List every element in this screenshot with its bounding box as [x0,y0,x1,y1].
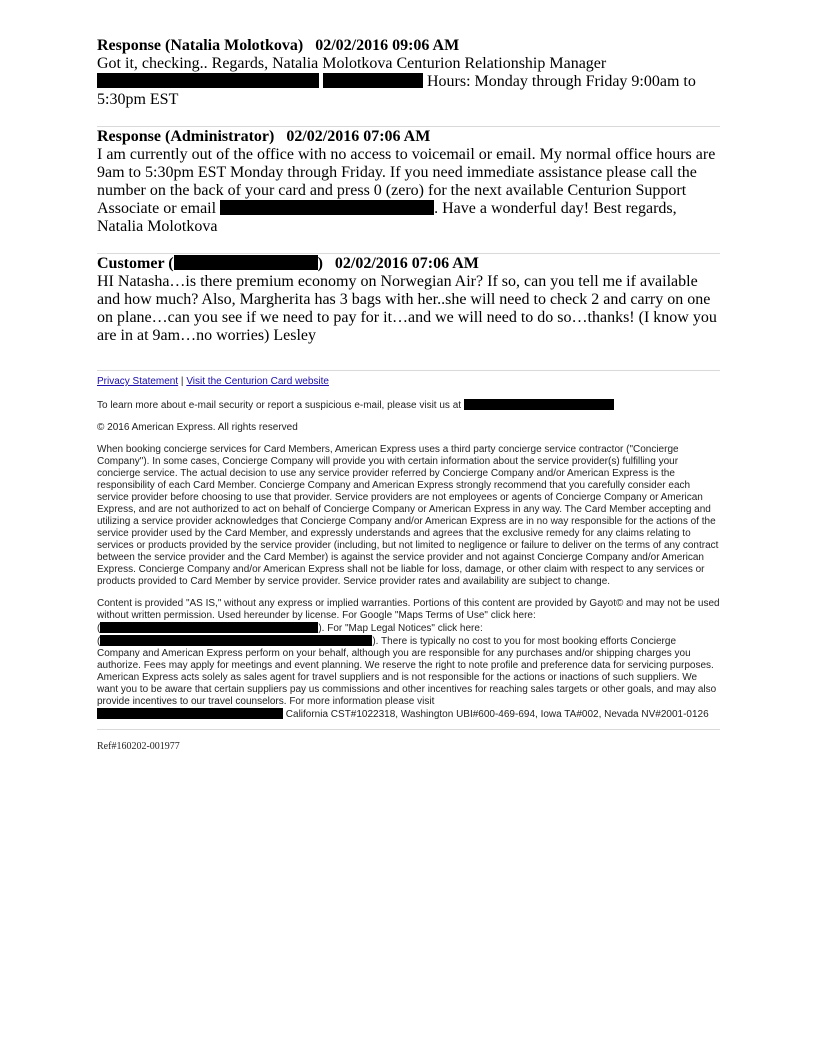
reference-number: Ref#160202-001977 [97,741,180,752]
message-header: Customer ( ) 02/02/2016 07:06 AM [97,255,479,272]
message-body: HI Natasha…is there premium economy on Norwegian Air? If so, can you tell me if available and how much? Also, Margherita has 3 bags with her..she will need to check 2 and carry on one on plane…can you see if we need to pay for it…and we will need to do so…thanks! (I know you are in at 9am…no worries) Lesley [97,273,717,344]
message-header: Response (Natalia Molotkova) 02/02/2016 09:06 AM [97,37,460,54]
email-page [97,37,720,753]
redacted-url [97,708,283,719]
redacted-url [100,635,372,646]
copyright: © 2016 American Express. All rights reserved [97,422,298,433]
privacy-statement-link[interactable]: Privacy Statement [97,376,179,387]
disclaimer: When booking concierge services for Card Members, American Express uses a third party concierge service contractor ("Concierge Company"). In some cases, Concierge Company will provide you with certain information about the service provider(s) fulfilling your concierge service. The actual decision to use any service provider referred by Concierge Company and/or American Express is the responsibility of each Card Member. Concierge Company and American Express strongly recommend that you carefully consider each service provider before choosing to use that provider. Service providers are not employees or agents of Concierge Company or American Express, and are not authorized to act on behalf of Concierge Company or American Express in any way. The Card Member accepting and utilizing a service provider acknowledges that Concierge Company and/or American Express are in no way responsible for the actions of the service provider used by the Card Member, and expressly understands and agrees that the exclusive remedy for any claims relating to services or products provided by the service provider (including, but not limited to negligence or failure to deliver on the terms of any contract between the service provider and the Card Member) is against the service provider and not against Concierge Company and/or American Express. Concierge Company and/or American Express shall not be liable for loss, damage, or other claim with respect to any services or products provided to Card Member by service provider. Service provider rates and availability are subject to change. [97,444,719,587]
redacted-block [97,73,319,88]
content-notice: Content is provided "AS IS," without any express or implied warranties. Portions of this content are provided by Gayot© and may not be used without written permission. Used hereunder by license. For Google "Maps Terms of Use" click here: ( ). For "Map Legal Notices" click here: ( ). There is typically no cost to you for most booking efforts Concierge Company and American Express perform on your behalf, although you are responsible for any purchases and/or shipping charges you authorize. Fees may apply for meetings and event planning. We reserve the right to note profile and preference data for servicing purposes. American Express acts solely as sales agent for travel suppliers and is not responsible for the actions or inactions of such suppliers. We want you to be aware that certain suppliers pay us commissions and other incentives for reaching sales targets or other goals, and may also provide incentives to our travel counselors. For more information please visit California CST#1022318, Washington UBI#600-469-694, Iowa TA#002, Nevada NV#2001-0126 [97,598,720,720]
message-body: Got it, checking.. Regards, Natalia Molotkova Centurion Relationship Manager Hours: Monday through Friday 9:00am to 5:30pm EST [97,55,696,108]
footer-links: Privacy Statement | Visit the Centurion Card website [97,376,329,387]
message-customer [97,255,720,345]
centurion-website-link[interactable]: Visit the Centurion Card website [186,376,329,387]
message-administrator [97,128,720,236]
message-natalia [97,37,720,109]
message-header: Response (Administrator) 02/02/2016 07:06 AM [97,128,431,145]
security-notice: To learn more about e-mail security or report a suspicious e-mail, please visit us at [97,399,720,412]
redacted-url [464,399,614,410]
message-body: I am currently out of the office with no access to voicemail or email. My normal office hours are 9am to 5:30pm EST Monday through Friday. If you need immediate assistance please call the number on the back of your card and press 0 (zero) for the next available Centurion Support Associate or email . Have a wonderful day! Best regards, Natalia Molotkova [97,146,716,235]
redacted-customer-name [174,255,318,270]
redacted-block [323,73,423,88]
redacted-email [220,200,434,215]
redacted-url [100,622,318,633]
footer [97,371,720,753]
